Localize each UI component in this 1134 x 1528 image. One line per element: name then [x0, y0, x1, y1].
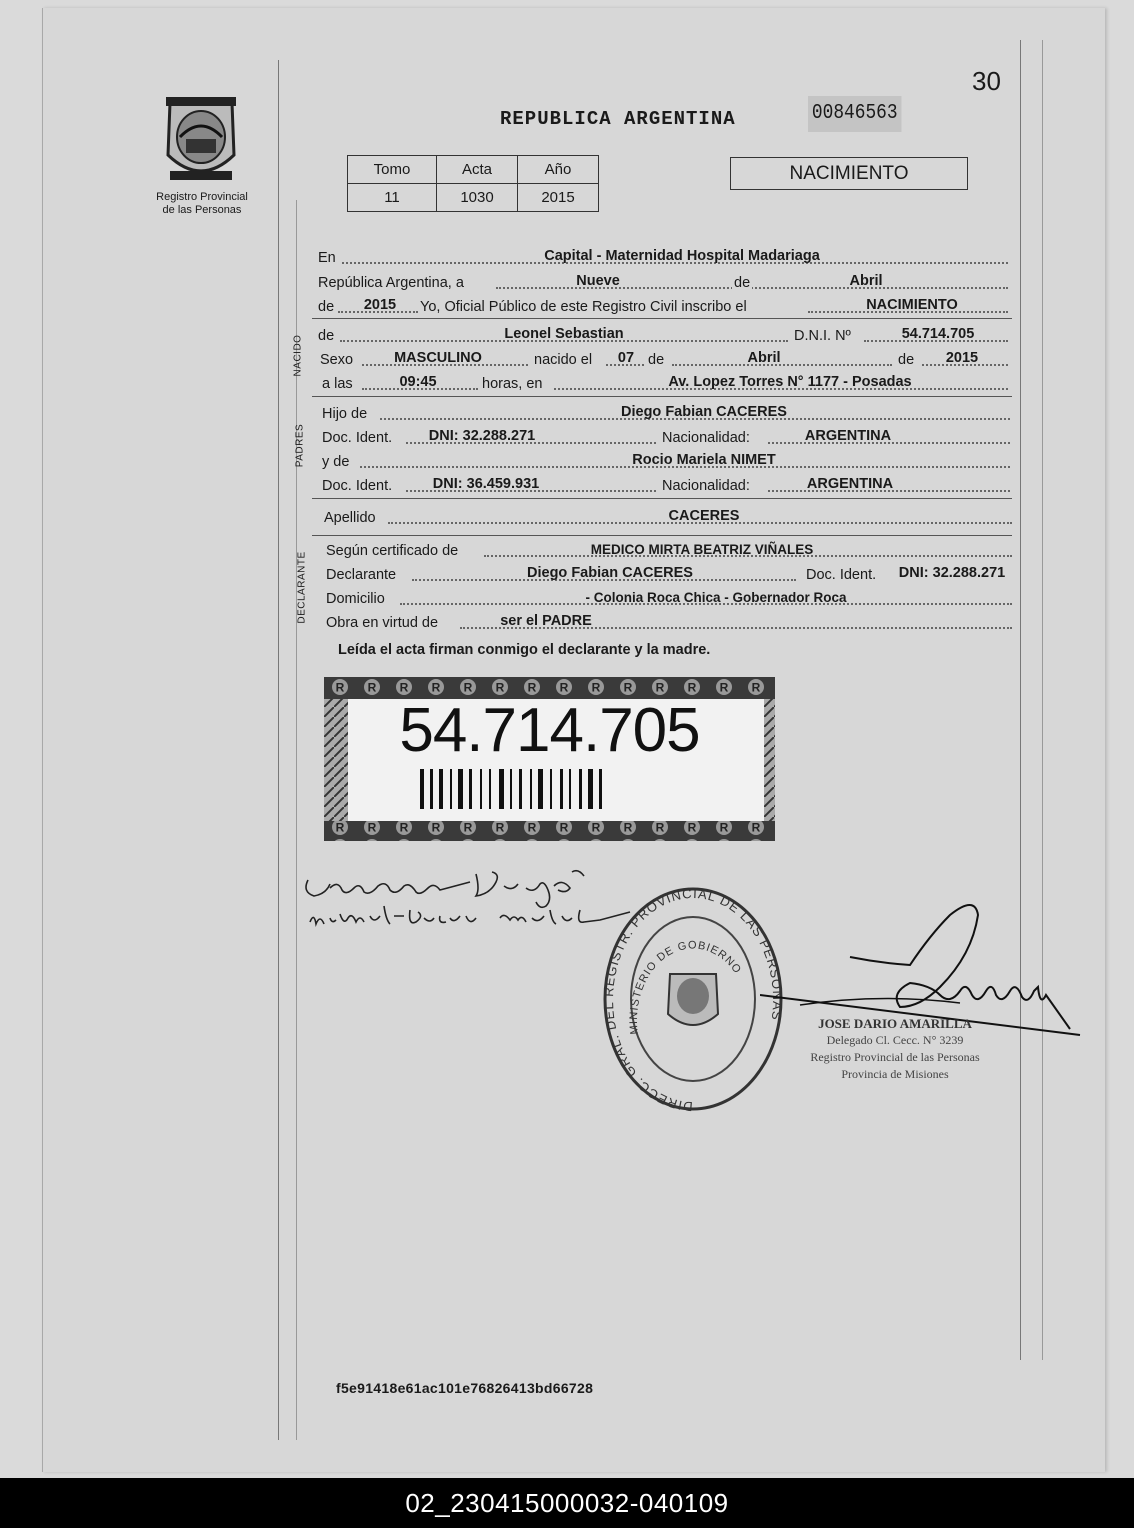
mother-doc-label: Doc. Ident.	[322, 478, 393, 494]
declarante-label: Declarante	[326, 567, 397, 583]
record-type-box: NACIMIENTO	[730, 157, 968, 190]
row-republica	[318, 271, 1008, 293]
acta-value: 1030	[437, 184, 518, 212]
barcode-bar	[519, 769, 522, 809]
birth-month-value: Abril	[747, 350, 781, 366]
day-word-value: Nueve	[576, 273, 620, 289]
en-label: En	[318, 250, 336, 266]
provincial-seal-icon	[160, 95, 242, 187]
birth-time-value: 09:45	[399, 374, 437, 390]
dotted-line	[672, 364, 892, 366]
yo-text: Yo, Oficial Público de este Registro Civil inscribo el	[420, 299, 747, 315]
apellido-label: Apellido	[324, 510, 376, 526]
tomo-value: 11	[348, 184, 437, 212]
father-nationality-label: Nacionalidad:	[662, 430, 750, 446]
birth-day-value: 07	[617, 350, 635, 366]
serial-number: 00846563	[808, 96, 902, 132]
mother-nationality-label: Nacionalidad:	[662, 478, 750, 494]
acta-header: Acta	[437, 156, 518, 184]
row-sexo	[318, 348, 1008, 370]
sexo-label: Sexo	[320, 352, 354, 368]
a-las-label: a las	[322, 376, 353, 392]
barcode-bar	[538, 769, 543, 809]
declarante-doc-value: DNI: 32.288.271	[898, 565, 1006, 581]
inscribe-value: NACIMIENTO	[866, 297, 958, 313]
barcode-bar	[550, 769, 552, 809]
registry-label-line2: de las Personas	[162, 204, 242, 216]
row-nacido-nombre	[318, 324, 1008, 346]
obra-label: Obra en virtud de	[326, 615, 439, 631]
registry-label	[142, 191, 262, 217]
domicilio-label: Domicilio	[326, 591, 385, 607]
obra-value: ser el PADRE	[500, 613, 592, 629]
closing-statement: Leída el acta firman conmigo el declarante y la madre.	[338, 642, 711, 658]
mother-name-value: Rocio Mariela NIMET	[632, 452, 776, 468]
row-madre	[322, 450, 1010, 472]
barcode-bar	[579, 769, 582, 809]
de-label-5: de	[898, 352, 915, 368]
declarante-name-value: Diego Fabian CACERES	[527, 565, 693, 581]
section-divider	[312, 396, 1012, 397]
registrar-role: Delegado Cl. Cecc. N° 3239	[826, 1033, 964, 1047]
barcode-bar	[569, 769, 571, 809]
nacido-el-label: nacido el	[534, 352, 593, 368]
barcode-bar	[510, 769, 512, 809]
birth-place-value: Av. Lopez Torres N° 1177 - Posadas	[668, 374, 912, 390]
barcode-bar	[588, 769, 593, 809]
mother-nationality-value: ARGENTINA	[806, 476, 894, 492]
row-padre	[322, 402, 1010, 424]
dni-badge	[324, 677, 775, 841]
barcode-bar	[420, 769, 424, 809]
registrar-name: JOSE DARIO AMARILLA	[818, 1016, 972, 1031]
hijo-de-label: Hijo de	[322, 406, 368, 422]
father-doc-value: DNI: 32.288.271	[428, 428, 536, 444]
child-dni-value: 54.714.705	[901, 326, 975, 342]
barcode-bar	[439, 769, 443, 809]
document-title: REPUBLICA ARGENTINA	[500, 108, 736, 130]
row-obra	[326, 611, 1012, 633]
barcode-bar	[450, 769, 452, 809]
apellido-value: CACERES	[668, 508, 740, 524]
anio-value: 2015	[518, 184, 599, 212]
barcode-bar	[489, 769, 491, 809]
dni-label: D.N.I. Nº	[794, 328, 851, 344]
row-declarante	[326, 563, 1012, 585]
republica-label: República Argentina, a	[318, 275, 464, 291]
barcode-bar	[469, 769, 472, 809]
page-number: 30	[972, 66, 1001, 96]
de-label-2: de	[318, 299, 335, 315]
row-en	[318, 246, 1008, 268]
anio-header: Año	[518, 156, 599, 184]
month-value: Abril	[849, 273, 883, 289]
right-margin-line	[1020, 40, 1021, 1360]
parents-signature	[300, 860, 640, 950]
nacido-section-label: NACIDO	[292, 334, 304, 377]
child-name-value: Leonel Sebastian	[504, 326, 624, 342]
section-divider	[312, 318, 1012, 319]
tomo-header: Tomo	[348, 156, 437, 184]
barcode-bar	[599, 769, 602, 809]
mother-doc-value: DNI: 36.459.931	[432, 476, 540, 492]
registrar-org: Registro Provincial de las Personas	[810, 1050, 980, 1064]
document-hash: f5e91418e61ac101e76826413bd66728	[336, 1380, 594, 1396]
certificado-label: Según certificado de	[326, 543, 459, 559]
de-label-4: de	[648, 352, 665, 368]
right-margin-line-2	[1042, 40, 1043, 1360]
father-name-value: Diego Fabian CACERES	[621, 404, 787, 420]
badge-dni-number: 54.714.705	[399, 696, 700, 765]
declarante-section-label: DECLARANTE	[296, 551, 308, 624]
year-value: 2015	[363, 297, 397, 313]
father-doc-label: Doc. Ident.	[322, 430, 393, 446]
stamp-inner-text: MINISTERIO DE GOBIERNO	[627, 939, 744, 1036]
file-code-bar	[0, 1478, 1134, 1528]
row-padre-doc	[322, 426, 1010, 448]
section-divider	[312, 498, 1012, 499]
declarante-doc-label: Doc. Ident.	[806, 567, 877, 583]
row-apellido	[324, 506, 1012, 528]
sexo-value: MASCULINO	[394, 350, 482, 366]
registry-label-line1: Registro Provincial	[156, 191, 248, 203]
y-de-label: y de	[322, 454, 350, 470]
row-domicilio	[326, 587, 1012, 609]
certificado-value: MEDICO MIRTA BEATRIZ VIÑALES	[590, 542, 814, 557]
row-madre-doc	[322, 474, 1010, 496]
registrar-block	[790, 1015, 1000, 1083]
barcode-bar	[560, 769, 563, 809]
father-nationality-value: ARGENTINA	[804, 428, 892, 444]
domicilio-value: - Colonia Roca Chica - Gobernador Roca	[585, 590, 847, 605]
birth-year-value: 2015	[945, 350, 979, 366]
barcode-bar	[458, 769, 463, 809]
record-table	[347, 155, 599, 212]
section-divider	[312, 535, 1012, 536]
de-label-3: de	[318, 328, 335, 344]
horas-en-label: horas, en	[482, 376, 543, 392]
padres-section-label: PADRES	[294, 423, 306, 468]
row-yo	[318, 295, 1008, 317]
barcode-bar	[530, 769, 532, 809]
stamp-ring-text: DIRECC. GRAL. DEL REGISTR. PROVINCIAL DE LAS PERSONAS	[601, 885, 786, 1114]
barcode-bar	[499, 769, 504, 809]
row-certificado	[326, 539, 1012, 561]
file-code: 02_230415000032-040109	[405, 1487, 729, 1518]
de-label: de	[734, 275, 751, 291]
barcode-bar	[480, 769, 482, 809]
inner-margin-line	[296, 200, 297, 1440]
row-hora	[318, 372, 1008, 394]
left-margin-line	[278, 60, 279, 1440]
registrar-province: Provincia de Misiones	[841, 1067, 949, 1081]
place-value: Capital - Maternidad Hospital Madariaga	[544, 248, 820, 264]
barcode-bar	[430, 769, 433, 809]
